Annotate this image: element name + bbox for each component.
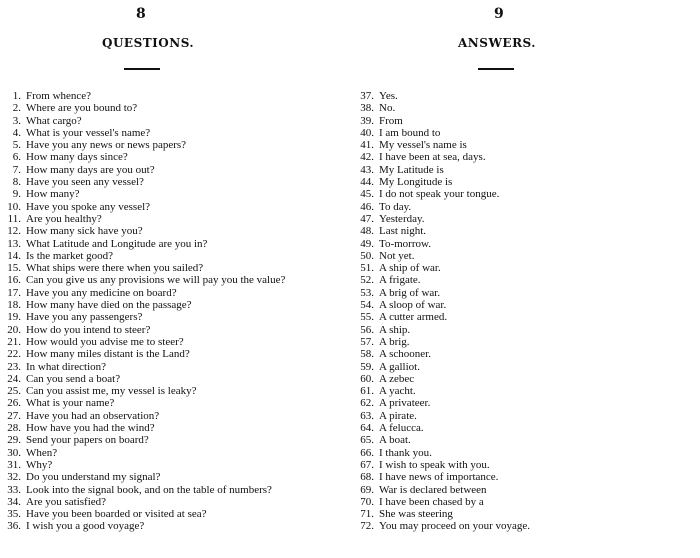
item-number: 21. xyxy=(7,335,21,348)
item-text: How many sick have you? xyxy=(26,225,143,238)
item-text: A privateer. xyxy=(379,397,431,410)
list-item xyxy=(353,250,683,262)
item-text: A brig of war. xyxy=(379,286,441,299)
item-number: 50. xyxy=(360,249,374,262)
item-number: 52. xyxy=(360,274,374,287)
item-text: A felucca. xyxy=(379,422,424,435)
item-text: I am bound to xyxy=(379,126,441,139)
item-number: 23. xyxy=(7,360,21,373)
item-text: Why? xyxy=(26,458,53,471)
list-item xyxy=(353,348,683,360)
item-number: 65. xyxy=(360,434,374,447)
item-text: Have you any medicine on board? xyxy=(26,286,177,299)
item-text: A ship of war. xyxy=(379,262,441,275)
item-number: 16. xyxy=(7,274,21,287)
list-item xyxy=(0,508,330,520)
item-text: A galliot. xyxy=(379,360,420,373)
item-text: How many? xyxy=(26,188,80,201)
list-item xyxy=(353,397,683,409)
item-number: 72. xyxy=(360,520,374,533)
item-number: 15. xyxy=(7,262,21,275)
item-text: A boat. xyxy=(379,434,411,447)
item-number: 32. xyxy=(7,471,21,484)
right-heading-rule xyxy=(478,68,514,70)
item-number: 10. xyxy=(7,200,21,213)
item-text: To day. xyxy=(379,200,412,213)
list-item xyxy=(353,520,683,532)
list-item xyxy=(353,274,683,286)
item-text: From whence? xyxy=(26,90,92,102)
item-number: 28. xyxy=(7,422,21,435)
item-number: 2. xyxy=(12,102,21,115)
item-number: 1. xyxy=(12,90,21,102)
list-item xyxy=(0,90,330,102)
item-text: Have you had an observation? xyxy=(26,409,160,422)
list-item xyxy=(0,422,330,434)
item-number: 27. xyxy=(7,409,21,422)
item-text: In what direction? xyxy=(26,360,107,373)
list-item xyxy=(0,176,330,188)
item-number: 54. xyxy=(360,299,374,312)
item-text: How many have died on the passage? xyxy=(26,299,192,312)
list-item xyxy=(353,422,683,434)
item-text: War is declared between xyxy=(379,483,487,496)
list-item xyxy=(0,385,330,397)
list-item xyxy=(353,176,683,188)
list-item xyxy=(0,115,330,127)
item-text: My Longitude is xyxy=(379,176,453,189)
item-number: 11. xyxy=(7,212,21,225)
item-number: 41. xyxy=(360,139,374,152)
item-text: Are you healthy? xyxy=(26,212,102,225)
list-item xyxy=(0,164,330,176)
item-text: My vessel's name is xyxy=(379,139,467,152)
list-item xyxy=(0,324,330,336)
item-text: Can you assist me, my vessel is leaky? xyxy=(26,385,197,398)
list-item xyxy=(0,102,330,114)
item-text: What Latitude and Longitude are you in? xyxy=(26,237,208,250)
list-item xyxy=(0,336,330,348)
item-text: What is your name? xyxy=(26,397,115,410)
item-number: 59. xyxy=(360,360,374,373)
item-text: Is the market good? xyxy=(26,249,114,262)
item-number: 31. xyxy=(7,458,21,471)
item-text: What is your vessel's name? xyxy=(26,126,151,139)
left-page-heading: QUESTIONS. xyxy=(102,36,195,50)
list-item xyxy=(353,262,683,274)
list-item xyxy=(0,348,330,360)
item-number: 45. xyxy=(360,188,374,201)
list-item xyxy=(353,299,683,311)
right-page-heading: ANSWERS. xyxy=(458,36,536,50)
list-item xyxy=(0,434,330,446)
item-number: 3. xyxy=(12,114,21,127)
item-number: 63. xyxy=(360,409,374,422)
item-text: I wish to speak with you. xyxy=(379,458,490,471)
list-item xyxy=(353,459,683,471)
item-text: Have you spoke any vessel? xyxy=(26,200,151,213)
item-number: 51. xyxy=(360,262,374,275)
questions-list xyxy=(0,90,330,533)
list-item xyxy=(353,496,683,508)
list-item xyxy=(353,213,683,225)
item-number: 68. xyxy=(360,471,374,484)
item-text: Send your papers on board? xyxy=(26,434,149,447)
list-item xyxy=(353,311,683,323)
item-number: 56. xyxy=(360,323,374,336)
item-number: 39. xyxy=(360,114,374,127)
item-text: Can you give us any provisions we will pay you the value? xyxy=(26,274,286,287)
item-text: How many days are you out? xyxy=(26,163,155,176)
list-item xyxy=(0,225,330,237)
list-item xyxy=(0,274,330,286)
item-text: When? xyxy=(26,446,58,459)
item-number: 64. xyxy=(360,422,374,435)
list-item xyxy=(353,139,683,151)
list-item xyxy=(0,127,330,139)
list-item xyxy=(353,385,683,397)
list-item xyxy=(353,336,683,348)
list-item xyxy=(0,151,330,163)
item-text: What cargo? xyxy=(26,114,82,127)
item-number: 58. xyxy=(360,348,374,361)
list-item xyxy=(353,410,683,422)
item-text: I have been at sea, days. xyxy=(379,151,486,164)
list-item xyxy=(353,151,683,163)
item-number: 26. xyxy=(7,397,21,410)
item-number: 17. xyxy=(7,286,21,299)
item-number: 46. xyxy=(360,200,374,213)
item-text: Have you been boarded or visited at sea? xyxy=(26,508,207,521)
item-number: 14. xyxy=(7,249,21,262)
item-number: 20. xyxy=(7,323,21,336)
list-item xyxy=(353,361,683,373)
left-page-number: 8 xyxy=(136,6,146,22)
list-item xyxy=(353,102,683,114)
item-number: 7. xyxy=(12,163,21,176)
item-number: 40. xyxy=(360,126,374,139)
item-text: She was steering xyxy=(379,508,453,521)
item-number: 33. xyxy=(7,483,21,496)
item-number: 18. xyxy=(7,299,21,312)
item-text: I wish you a good voyage? xyxy=(26,520,145,533)
item-text: How many miles distant is the Land? xyxy=(26,348,190,361)
item-text: I do not speak your tongue. xyxy=(379,188,500,201)
list-item xyxy=(353,90,683,102)
list-item xyxy=(353,225,683,237)
list-item xyxy=(0,496,330,508)
item-number: 55. xyxy=(360,311,374,324)
item-number: 30. xyxy=(7,446,21,459)
item-number: 36. xyxy=(7,520,21,533)
list-item xyxy=(353,434,683,446)
item-number: 22. xyxy=(7,348,21,361)
item-text: What ships were there when you sailed? xyxy=(26,262,204,275)
item-text: Are you satisfied? xyxy=(26,495,107,508)
list-item xyxy=(353,164,683,176)
item-number: 29. xyxy=(7,434,21,447)
item-number: 34. xyxy=(7,495,21,508)
item-text: A schooner. xyxy=(379,348,431,361)
left-heading-rule xyxy=(124,68,160,70)
item-number: 47. xyxy=(360,212,374,225)
item-text: How have you had the wind? xyxy=(26,422,155,435)
item-text: A yacht. xyxy=(379,385,416,398)
item-text: From xyxy=(379,114,403,127)
item-text: I have been chased by a xyxy=(379,495,484,508)
item-number: 49. xyxy=(360,237,374,250)
list-item xyxy=(353,484,683,496)
list-item xyxy=(0,397,330,409)
item-text: A sloop of war. xyxy=(379,299,447,312)
item-text: I have news of importance. xyxy=(379,471,499,484)
item-number: 6. xyxy=(12,151,21,164)
answers-list xyxy=(353,90,683,533)
list-item xyxy=(0,311,330,323)
item-number: 61. xyxy=(360,385,374,398)
item-text: A pirate. xyxy=(379,409,417,422)
item-text: Not yet. xyxy=(379,249,415,262)
item-text: A zebec xyxy=(379,372,415,385)
list-item xyxy=(0,484,330,496)
list-item xyxy=(0,471,330,483)
item-number: 62. xyxy=(360,397,374,410)
item-text: Last night. xyxy=(379,225,427,238)
item-text: Do you understand my signal? xyxy=(26,471,161,484)
item-number: 70. xyxy=(360,495,374,508)
list-item xyxy=(0,459,330,471)
item-text: How would you advise me to steer? xyxy=(26,335,184,348)
item-text: To-morrow. xyxy=(379,237,431,250)
list-item xyxy=(353,115,683,127)
list-item xyxy=(353,373,683,385)
item-number: 71. xyxy=(360,508,374,521)
item-number: 38. xyxy=(360,102,374,115)
item-text: How many days since? xyxy=(26,151,128,164)
list-item xyxy=(0,287,330,299)
item-text: You may proceed on your voyage. xyxy=(379,520,531,533)
item-number: 69. xyxy=(360,483,374,496)
item-number: 57. xyxy=(360,335,374,348)
item-number: 43. xyxy=(360,163,374,176)
list-item xyxy=(0,447,330,459)
item-number: 37. xyxy=(360,90,374,102)
list-item xyxy=(0,361,330,373)
list-item xyxy=(0,188,330,200)
list-item xyxy=(353,287,683,299)
list-item xyxy=(353,324,683,336)
right-page-number: 9 xyxy=(494,6,504,22)
item-text: How do you intend to steer? xyxy=(26,323,151,336)
item-number: 66. xyxy=(360,446,374,459)
item-number: 19. xyxy=(7,311,21,324)
list-item xyxy=(0,520,330,532)
item-number: 25. xyxy=(7,385,21,398)
item-number: 42. xyxy=(360,151,374,164)
item-number: 53. xyxy=(360,286,374,299)
list-item xyxy=(0,213,330,225)
item-text: Have you any passengers? xyxy=(26,311,143,324)
item-number: 5. xyxy=(12,139,21,152)
item-number: 44. xyxy=(360,176,374,189)
list-item xyxy=(0,250,330,262)
item-text: Yes. xyxy=(379,90,398,102)
list-item xyxy=(0,373,330,385)
list-item xyxy=(0,410,330,422)
item-number: 12. xyxy=(7,225,21,238)
item-text: Yesterday. xyxy=(379,212,425,225)
list-item xyxy=(0,299,330,311)
list-item xyxy=(353,188,683,200)
list-item xyxy=(353,508,683,520)
item-number: 67. xyxy=(360,458,374,471)
item-text: Can you send a boat? xyxy=(26,372,121,385)
list-item xyxy=(353,447,683,459)
list-item xyxy=(0,139,330,151)
item-text: Look into the signal book, and on the table of numbers? xyxy=(26,483,272,496)
list-item xyxy=(353,238,683,250)
list-item xyxy=(353,127,683,139)
item-text: A ship. xyxy=(379,323,411,336)
item-number: 24. xyxy=(7,372,21,385)
item-number: 35. xyxy=(7,508,21,521)
item-number: 4. xyxy=(12,126,21,139)
item-text: No. xyxy=(379,102,396,115)
item-text: I thank you. xyxy=(379,446,432,459)
item-number: 48. xyxy=(360,225,374,238)
item-text: A brig. xyxy=(379,335,410,348)
item-text: Have you seen any vessel? xyxy=(26,176,144,189)
item-text: My Latitude is xyxy=(379,163,444,176)
list-item xyxy=(353,201,683,213)
item-text: A cutter armed. xyxy=(379,311,448,324)
item-number: 9. xyxy=(12,188,21,201)
list-item xyxy=(0,262,330,274)
item-number: 60. xyxy=(360,372,374,385)
item-text: A frigate. xyxy=(379,274,421,287)
item-number: 8. xyxy=(12,176,21,189)
list-item xyxy=(0,238,330,250)
item-text: Where are you bound to? xyxy=(26,102,138,115)
list-item xyxy=(0,201,330,213)
list-item xyxy=(353,471,683,483)
item-text: Have you any news or news papers? xyxy=(26,139,187,152)
item-number: 13. xyxy=(7,237,21,250)
